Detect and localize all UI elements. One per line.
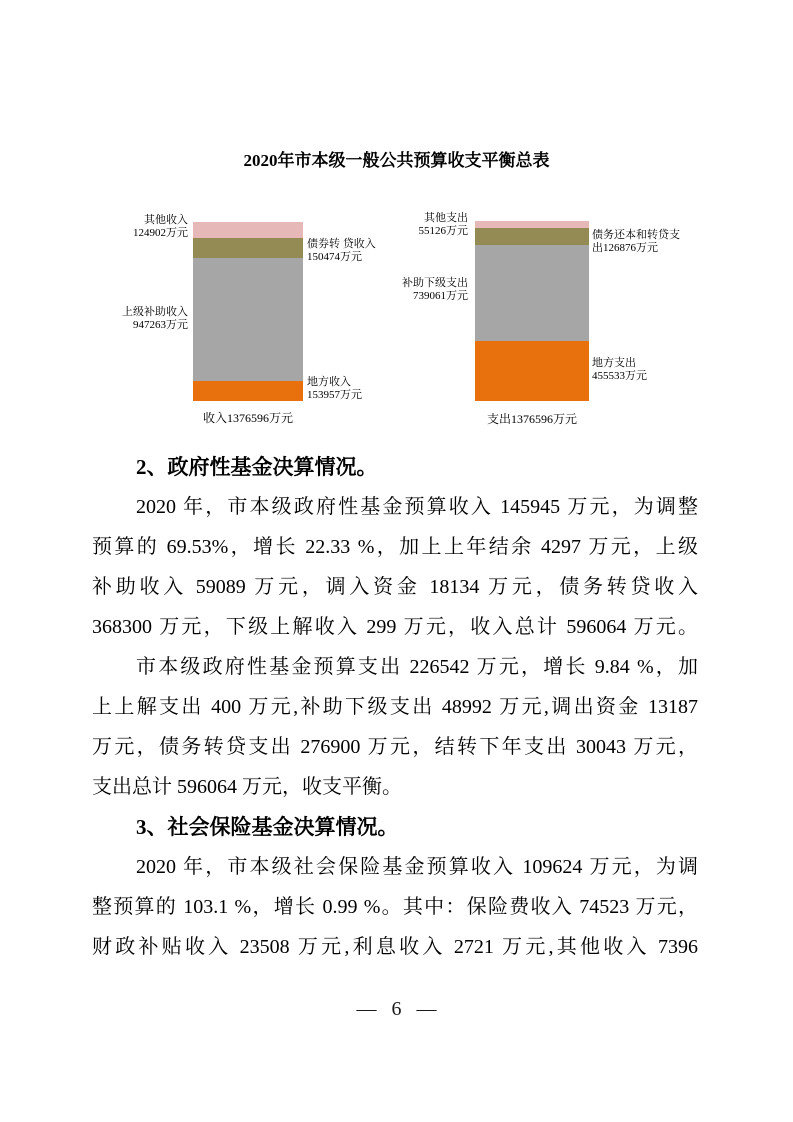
expense-stacked-bar bbox=[475, 221, 589, 401]
text-line: 2020 年，市本级政府性基金预算收入 145945 万元，为调整 bbox=[136, 496, 698, 518]
income-stacked-bar bbox=[193, 222, 303, 401]
body-text bbox=[92, 447, 698, 967]
text-line: 368300 万元，下级上解收入 299 万元，收入总计 596064 万元。 bbox=[92, 616, 698, 638]
label-line: 债券转 贷收入 bbox=[307, 238, 376, 250]
text-line: 市本级政府性基金预算支出 226542 万元，增长 9.84 %，加 bbox=[136, 656, 698, 678]
label-line: 55126万元 bbox=[418, 225, 468, 237]
text-line: 2020 年，市本级社会保险基金预算收入 109624 万元，为调 bbox=[136, 856, 698, 878]
expense-label-debt-repayment-onlending-expense bbox=[592, 229, 712, 255]
expense-segment-debt-repayment-onlending-expense bbox=[475, 228, 589, 245]
expense-label-local-expense bbox=[592, 357, 712, 383]
label-line: 153957万元 bbox=[307, 389, 362, 401]
income-segment-superior-subsidy-income bbox=[193, 258, 303, 381]
label-line: 739061万元 bbox=[413, 290, 468, 302]
expense-segment-subsidy-to-lower-expense bbox=[475, 245, 589, 342]
text-line: 财政补贴收入 23508 万元,利息收入 2721 万元,其他收入 7396 bbox=[92, 936, 698, 958]
label-line: 其他支出 bbox=[424, 212, 468, 224]
label-line: 150474万元 bbox=[307, 251, 362, 263]
label-line: 地方收入 bbox=[307, 376, 351, 388]
section-heading-3: 3、社会保险基金决算情况。 bbox=[136, 815, 399, 839]
expense-total-caption: 支出1376596万元 bbox=[486, 412, 577, 426]
text-line: 整预算的 103.1 %，增长 0.99 %。其中：保险费收入 74523 万元， bbox=[92, 896, 698, 918]
expense-label-other-expense bbox=[350, 212, 468, 238]
text-line: 支出总计 596064 万元，收支平衡。 bbox=[92, 776, 402, 798]
label-line: 地方支出 bbox=[592, 357, 636, 369]
income-label-superior-subsidy-income bbox=[70, 306, 188, 332]
label-line: 其他收入 bbox=[144, 214, 188, 226]
expense-label-subsidy-to-lower-expense bbox=[350, 277, 468, 303]
page-number: — 6 — bbox=[356, 998, 437, 1020]
label-line: 124902万元 bbox=[133, 227, 188, 239]
income-label-bond-onlending-income bbox=[307, 238, 437, 264]
label-line: 上级补助收入 bbox=[122, 306, 188, 318]
chart-title: 2020年市本级一般公共预算收支平衡总表 bbox=[243, 151, 550, 170]
income-label-local-income bbox=[307, 376, 437, 402]
label-line: 出126876万元 bbox=[592, 242, 658, 254]
income-segment-bond-onlending-income bbox=[193, 238, 303, 258]
income-segment-local-income bbox=[193, 381, 303, 401]
text-line: 万元，债务转贷支出 276900 万元，结转下年支出 30043 万元， bbox=[92, 736, 698, 758]
label-line: 债务还本和转贷支 bbox=[592, 229, 680, 241]
label-line: 补助下级支出 bbox=[402, 277, 468, 289]
income-segment-other-income bbox=[193, 222, 303, 238]
section-heading-2: 2、政府性基金决算情况。 bbox=[136, 455, 378, 479]
label-line: 455533万元 bbox=[592, 370, 647, 382]
label-line: 947263万元 bbox=[133, 319, 188, 331]
expense-segment-other-expense bbox=[475, 221, 589, 228]
text-line: 预算的 69.53%，增长 22.33 %，加上上年结余 4297 万元，上级 bbox=[92, 536, 698, 558]
income-label-other-income bbox=[70, 214, 188, 240]
text-line: 补助收入 59089 万元，调入资金 18134 万元，债务转贷收入 bbox=[92, 576, 698, 598]
income-total-caption: 收入1376596万元 bbox=[202, 411, 293, 425]
text-line: 上上解支出 400 万元,补助下级支出 48992 万元,调出资金 13187 bbox=[92, 696, 698, 718]
expense-segment-local-expense bbox=[475, 341, 589, 401]
